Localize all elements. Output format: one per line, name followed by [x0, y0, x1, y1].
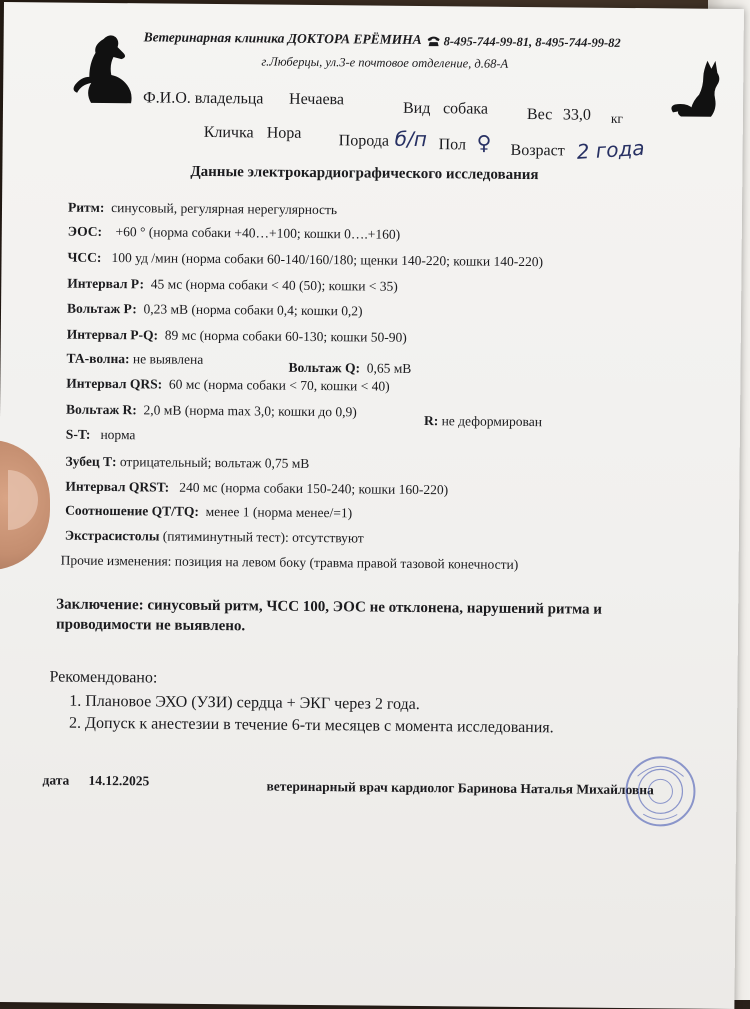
age-label: Возраст [510, 141, 565, 160]
ecg-row-ta-wave: ТА-волна: не выявлена [66, 350, 204, 367]
ecg-row-q-voltage: Вольтаж Q: 0,65 мВ [288, 359, 412, 376]
ecg-row-hr: ЧСС: 100 уд /мин (норма собаки 60-140/160/180; щенки 140-220; кошки 140-220) [67, 249, 544, 270]
owner-value: Нечаева [288, 90, 345, 109]
doctor-signature-line: ветеринарный врач кардиолог Баринова Наталья Михайловна [266, 778, 654, 798]
ecg-row-st: S-T: норма [65, 426, 136, 443]
cat-silhouette-icon [669, 56, 730, 119]
clinic-phones: 8-495-744-99-81, 8-495-744-99-82 [443, 34, 621, 50]
breed-value: б/п [394, 126, 427, 152]
clinic-address: г.Люберцы, ул.3-е почтовое отделение, д.68-А [261, 54, 509, 71]
ecg-row-p-interval: Интервал Р: 45 мс (норма собаки < 40 (50); кошки < 35) [67, 275, 398, 294]
weight-value: 33,0 [562, 106, 592, 124]
weight-unit: кг [610, 110, 624, 126]
dog-silhouette-icon [69, 33, 150, 106]
ecg-row-r-shape: R: не деформирован [423, 413, 543, 430]
ecg-row-other-changes: Прочие изменения: позиция на левом боку (травма правой тазовой конечности) [60, 552, 519, 572]
ecg-row-t-wave: Зубец Т: отрицательный; вольтаж 0,75 мВ [65, 453, 310, 471]
age-value: 2 года [575, 135, 646, 164]
ecg-row-r-voltage: Вольтаж R: 2,0 мВ (норма max 3,0; кошки до 0,9) [66, 401, 357, 420]
ecg-row-qrst-interval: Интервал QRST: 240 мс (норма собаки 150-240; кошки 160-220) [65, 478, 449, 498]
ecg-row-eos: ЭОС: +60 ° (норма собаки +40…+100; кошки 0….+160) [67, 223, 401, 242]
species-label: Вид [402, 99, 431, 118]
species-value: собака [442, 100, 489, 118]
ecg-row-qt-tq: Соотношение QT/TQ: менее 1 (норма менее/=1) [65, 502, 353, 521]
clinic-seal [623, 754, 698, 829]
ecg-row-p-voltage: Вольтаж Р: 0,23 мВ (норма собаки 0,4; кошки 0,2) [66, 300, 363, 319]
ecg-report-sheet [0, 2, 744, 1009]
ecg-row-extrasystoles: Экстрасистолы (пятиминутный тест): отсутствуют [64, 527, 364, 546]
date-value: 14.12.2025 [88, 772, 150, 789]
ecg-row-rhythm: Ритм: синусовый, регулярная нерегулярность [67, 199, 338, 218]
conclusion-line-1: Заключение: синусовый ритм, ЧСС 100, ЭОС не отклонена, нарушений ритма и [56, 596, 603, 618]
sex-label: Пол [438, 136, 467, 154]
conclusion-line-2: проводимости не выявлено. [55, 616, 246, 635]
date-label: дата [42, 772, 70, 788]
ecg-row-qrs-interval: Интервал QRS: 60 мс (норма собаки < 70, кошки < 40) [66, 375, 390, 394]
recommendation-item-1: 1. Плановое ЭХО (УЗИ) сердца + ЭКГ через 2 года. [69, 692, 420, 714]
pet-name-label: Кличка [203, 123, 254, 142]
sex-value: ♀ [476, 130, 492, 155]
weight-label: Вес [526, 106, 553, 124]
clinic-name: Ветеринарная клиника ДОКТОРА ЕРЁМИНА [143, 29, 422, 48]
report-title: Данные электрокардиографического исследования [190, 163, 539, 184]
breed-label: Порода [338, 132, 390, 150]
ecg-row-pq-interval: Интервал P-Q: 89 мс (норма собаки 60-130; кошки 50-90) [66, 326, 407, 345]
phone-icon [427, 35, 441, 47]
owner-label: Ф.И.О. владельца [143, 89, 264, 108]
recommendation-item-2: 2. Допуск к анестезии в течение 6-ти месяцев с момента исследования. [68, 714, 554, 737]
pet-name-value: Нора [266, 124, 302, 142]
recommendations-title: Рекомендовано: [49, 668, 158, 687]
